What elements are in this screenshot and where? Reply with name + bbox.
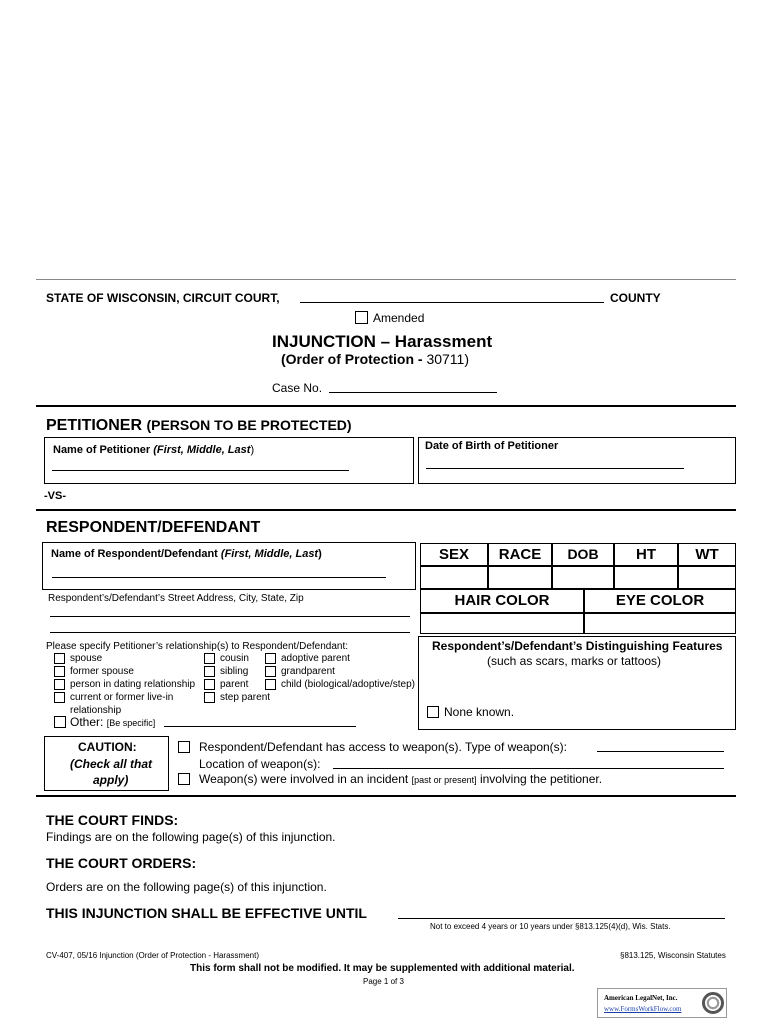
rel-child-label: child (biological/adoptive/step) — [281, 679, 415, 690]
rel-other-text: Other: — [70, 715, 104, 729]
respondent-name-label-text: Name of Respondent/Defendant — [51, 548, 218, 560]
features-title: Respondent’s/Defendant’s Distinguishing Features — [432, 639, 723, 653]
relationship-label: Please specify Petitioner’s relationship(s) to Respondent/Defendant: — [46, 641, 349, 652]
respondent-name-label — [51, 548, 322, 560]
rel-former-spouse-label: former spouse — [70, 666, 134, 677]
amended-label: Amended — [373, 311, 425, 325]
weapon-location-label: Location of weapon(s): — [199, 757, 321, 771]
rel-step-parent-checkbox[interactable] — [204, 692, 215, 703]
hair-color-header: HAIR COLOR — [420, 589, 584, 613]
weapon-location-field[interactable] — [333, 768, 724, 769]
rel-other-hint: [Be specific] — [106, 718, 156, 728]
wt-header: WT — [678, 543, 736, 566]
rel-other-label — [70, 715, 155, 729]
county-label: COUNTY — [610, 291, 661, 305]
weapon-incident-hint: [past or present] — [411, 775, 477, 785]
ht-field[interactable] — [614, 566, 678, 589]
court-finds-heading: THE COURT FINDS: — [46, 812, 179, 828]
petitioner-dob-line — [426, 468, 684, 469]
ht-header: HT — [614, 543, 678, 566]
modification-notice: This form shall not be modified. It may be supplemented with additional material. — [190, 963, 575, 974]
petitioner-name-label-text: Name of Petitioner — [53, 444, 151, 456]
rel-spouse-checkbox[interactable] — [54, 653, 65, 664]
rel-sibling-label: sibling — [220, 666, 249, 677]
petitioner-rule — [36, 405, 736, 407]
caution-check-1: (Check all that — [70, 757, 153, 771]
amended-checkbox[interactable] — [355, 311, 368, 324]
address-line-2[interactable] — [50, 632, 410, 633]
petitioner-heading-main: PETITIONER — [46, 417, 143, 434]
petitioner-dob-label: Date of Birth of Petitioner — [425, 440, 559, 452]
weapon-incident-label — [199, 772, 602, 786]
wt-field[interactable] — [678, 566, 736, 589]
none-known-label: None known. — [444, 705, 515, 719]
rel-parent-checkbox[interactable] — [204, 679, 215, 690]
case-no-field[interactable] — [329, 392, 497, 393]
rel-dating-checkbox[interactable] — [54, 679, 65, 690]
effective-date-field[interactable] — [398, 918, 725, 919]
effective-note: Not to exceed 4 years or 10 years under §813.125(4)(d), Wis. Stats. — [430, 922, 671, 931]
logo-url[interactable]: www.FormsWorkFlow.com — [604, 1005, 682, 1013]
rel-grandparent-label: grandparent — [281, 666, 335, 677]
petitioner-name-hint-end: ) — [250, 444, 255, 456]
logo-globe-icon — [702, 992, 724, 1014]
weapon-type-field[interactable] — [597, 751, 724, 752]
address-line-1[interactable] — [50, 616, 410, 617]
weapon-incident-post: involving the petitioner. — [479, 772, 603, 786]
rel-former-spouse-checkbox[interactable] — [54, 666, 65, 677]
subtitle-code: 30711) — [426, 351, 470, 367]
respondent-name-hint-end: ) — [318, 548, 322, 560]
respondent-rule — [36, 509, 736, 511]
subtitle-prefix: (Order of Protection - — [281, 351, 423, 367]
petitioner-name-label — [53, 444, 254, 456]
rel-dating-label: person in dating relationship — [70, 679, 196, 690]
address-label: Respondent’s/Defendant’s Street Address, City, State, Zip — [48, 593, 304, 604]
page-title: INJUNCTION – Harassment — [272, 332, 493, 351]
court-orders-text: Orders are on the following page(s) of this injunction. — [46, 880, 327, 894]
rel-child-checkbox[interactable] — [265, 679, 276, 690]
form-id: CV-407, 05/16 Injunction (Order of Protection - Harassment) — [46, 951, 259, 960]
page-subtitle — [281, 351, 469, 367]
rel-grandparent-checkbox[interactable] — [265, 666, 276, 677]
top-rule — [36, 279, 736, 280]
petitioner-name-line — [52, 470, 349, 471]
respondent-name-line — [52, 577, 386, 578]
county-field[interactable] — [300, 302, 604, 303]
respondent-heading: RESPONDENT/DEFENDANT — [46, 519, 261, 536]
dob-field[interactable] — [552, 566, 614, 589]
rel-adoptive-parent-checkbox[interactable] — [265, 653, 276, 664]
court-orders-heading: THE COURT ORDERS: — [46, 855, 197, 871]
sex-field[interactable] — [420, 566, 488, 589]
court-finds-text: Findings are on the following page(s) of this injunction. — [46, 830, 336, 844]
rel-sibling-checkbox[interactable] — [204, 666, 215, 677]
statute-ref: §813.125, Wisconsin Statutes — [620, 951, 726, 960]
weapon-access-label: Respondent/Defendant has access to weapon(s). Type of weapon(s): — [199, 740, 567, 754]
hair-color-field[interactable] — [420, 613, 584, 634]
rel-spouse-label: spouse — [70, 653, 103, 664]
race-header: RACE — [488, 543, 552, 566]
caution-label: CAUTION: — [78, 740, 137, 754]
caution-check-2: apply) — [93, 773, 129, 787]
caution-rule — [36, 795, 736, 797]
weapon-incident-checkbox[interactable] — [178, 773, 190, 785]
petitioner-heading — [46, 417, 352, 435]
rel-adoptive-parent-label: adoptive parent — [281, 653, 350, 664]
race-field[interactable] — [488, 566, 552, 589]
rel-step-parent-label: step parent — [220, 692, 271, 703]
rel-cousin-label: cousin — [220, 653, 249, 664]
rel-live-in-label: current or former live-in — [70, 692, 174, 703]
dob-header: DOB — [552, 543, 614, 566]
page-number: Page 1 of 3 — [363, 977, 404, 986]
rel-parent-label: parent — [220, 679, 249, 690]
eye-color-header: EYE COLOR — [584, 589, 736, 613]
logo-name: American LegalNet, Inc. — [604, 994, 678, 1002]
weapon-access-checkbox[interactable] — [178, 741, 190, 753]
weapon-incident-pre: Weapon(s) were involved in an incident — [199, 772, 409, 786]
rel-other-field[interactable] — [164, 726, 356, 727]
rel-live-in-label-2: relationship — [70, 705, 122, 716]
case-no-label: Case No. — [272, 381, 323, 395]
sex-header: SEX — [420, 543, 488, 566]
rel-other-checkbox[interactable] — [54, 716, 66, 728]
vs-label: -VS- — [44, 490, 66, 502]
respondent-name-hint: (First, Middle, Last — [220, 548, 319, 560]
rel-live-in-checkbox[interactable] — [54, 692, 65, 703]
effective-heading: THIS INJUNCTION SHALL BE EFFECTIVE UNTIL — [46, 905, 367, 921]
features-hint: (such as scars, marks or tattoos) — [487, 654, 662, 668]
petitioner-name-hint: (First, Middle, Last — [153, 444, 251, 456]
none-known-checkbox[interactable] — [427, 706, 439, 718]
petitioner-heading-sub: (PERSON TO BE PROTECTED) — [146, 417, 352, 433]
court-line: STATE OF WISCONSIN, CIRCUIT COURT, — [46, 291, 280, 305]
eye-color-field[interactable] — [584, 613, 736, 634]
rel-cousin-checkbox[interactable] — [204, 653, 215, 664]
